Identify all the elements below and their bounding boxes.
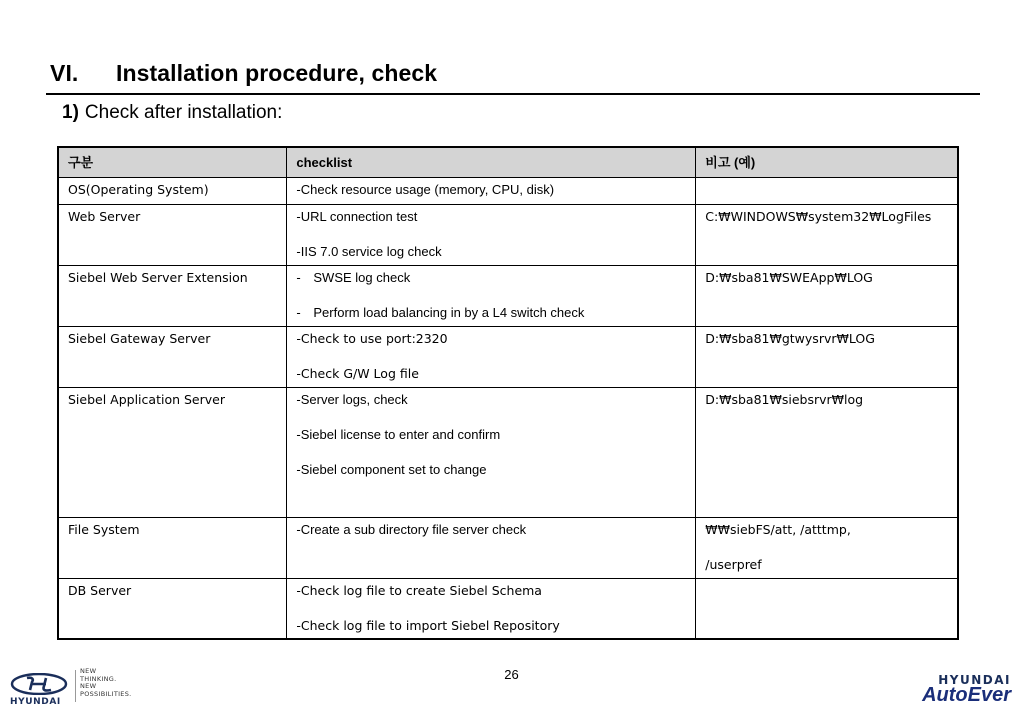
check-item: -Create a sub directory file server check	[296, 522, 527, 537]
page-number: 26	[504, 667, 519, 682]
table-row	[58, 388, 958, 518]
slogan-divider	[75, 670, 76, 702]
row-notes	[696, 327, 958, 388]
check-text: SWSE log check	[313, 270, 411, 285]
table-row	[58, 266, 958, 327]
row-category: File System	[58, 518, 287, 579]
check-item: -Check G/W Log file	[296, 366, 419, 381]
slide-title-number: VI.	[50, 60, 79, 86]
autoever-logo	[922, 673, 1011, 707]
check-item: -Check resource usage (memory, CPU, disk)	[296, 182, 555, 197]
brand-slogan: NEW THINKING. NEW POSSIBILITIES.	[80, 667, 132, 698]
check-dash: -	[296, 305, 301, 320]
check-dash: -	[296, 270, 301, 285]
row-category: DB Server	[58, 579, 287, 640]
row-category: Siebel Application Server	[58, 388, 287, 518]
row-checks	[287, 178, 696, 205]
header-checklist: checklist	[287, 147, 696, 178]
row-checks	[287, 579, 696, 640]
autoever-brand-bottom: AutoEver	[922, 684, 1011, 706]
check-item: -Siebel component set to change	[296, 462, 487, 477]
note-item: /userpref	[705, 557, 762, 572]
check-item: -Siebel license to enter and confirm	[296, 427, 501, 442]
row-category: Web Server	[58, 205, 287, 266]
subtitle-text: Check after installation:	[84, 102, 283, 123]
check-item: -URL connection test	[296, 209, 418, 224]
header-category: 구분	[58, 147, 287, 178]
check-item: -Check to use port:2320	[296, 331, 448, 346]
header-notes: 비고 (예)	[696, 147, 958, 178]
row-checks	[287, 518, 696, 579]
row-notes	[696, 205, 958, 266]
row-notes	[696, 518, 958, 579]
subtitle-number: 1)	[62, 102, 79, 123]
note-item: D:₩sba81₩SWEApp₩LOG	[705, 270, 873, 285]
check-text: Perform load balancing in by a L4 switch check	[313, 305, 585, 320]
check-item: -Server logs, check	[296, 392, 408, 407]
autoever-brand-top: HYUNDAI	[938, 673, 1011, 687]
check-item: -Check log file to import Siebel Repository	[296, 618, 560, 633]
note-item: D:₩sba81₩gtwysrvr₩LOG	[705, 331, 875, 346]
checklist-table	[57, 146, 959, 640]
row-category: Siebel Web Server Extension	[58, 266, 287, 327]
check-item: -IIS 7.0 service log check	[296, 244, 442, 259]
section-subtitle	[62, 102, 282, 124]
table-header-row	[58, 147, 958, 178]
row-checks	[287, 388, 696, 518]
row-notes	[696, 266, 958, 327]
row-notes	[696, 579, 958, 640]
table-row	[58, 178, 958, 205]
note-item: C:₩WINDOWS₩system32₩LogFiles	[705, 209, 932, 224]
check-item: -Check log file to create Siebel Schema	[296, 583, 542, 598]
note-item: D:₩sba81₩siebsrvr₩log	[705, 392, 864, 407]
hyundai-logo	[10, 673, 68, 707]
hyundai-emblem-icon	[10, 673, 68, 695]
table-row	[58, 518, 958, 579]
row-checks	[287, 266, 696, 327]
slide-title-text: Installation procedure, check	[116, 60, 438, 86]
table-row	[58, 205, 958, 266]
row-checks	[287, 327, 696, 388]
row-notes	[696, 388, 958, 518]
table-row	[58, 327, 958, 388]
row-category: OS(Operating System)	[58, 178, 287, 205]
slide-title	[50, 60, 437, 87]
row-checks	[287, 205, 696, 266]
row-category: Siebel Gateway Server	[58, 327, 287, 388]
check-item	[296, 270, 686, 286]
hyundai-wordmark: HYUNDAI	[10, 697, 61, 707]
note-item: ₩₩siebFS/att, /atttmp,	[705, 522, 851, 537]
row-notes	[696, 178, 958, 205]
table-row	[58, 579, 958, 640]
title-underline	[46, 93, 980, 95]
check-item	[296, 305, 686, 321]
